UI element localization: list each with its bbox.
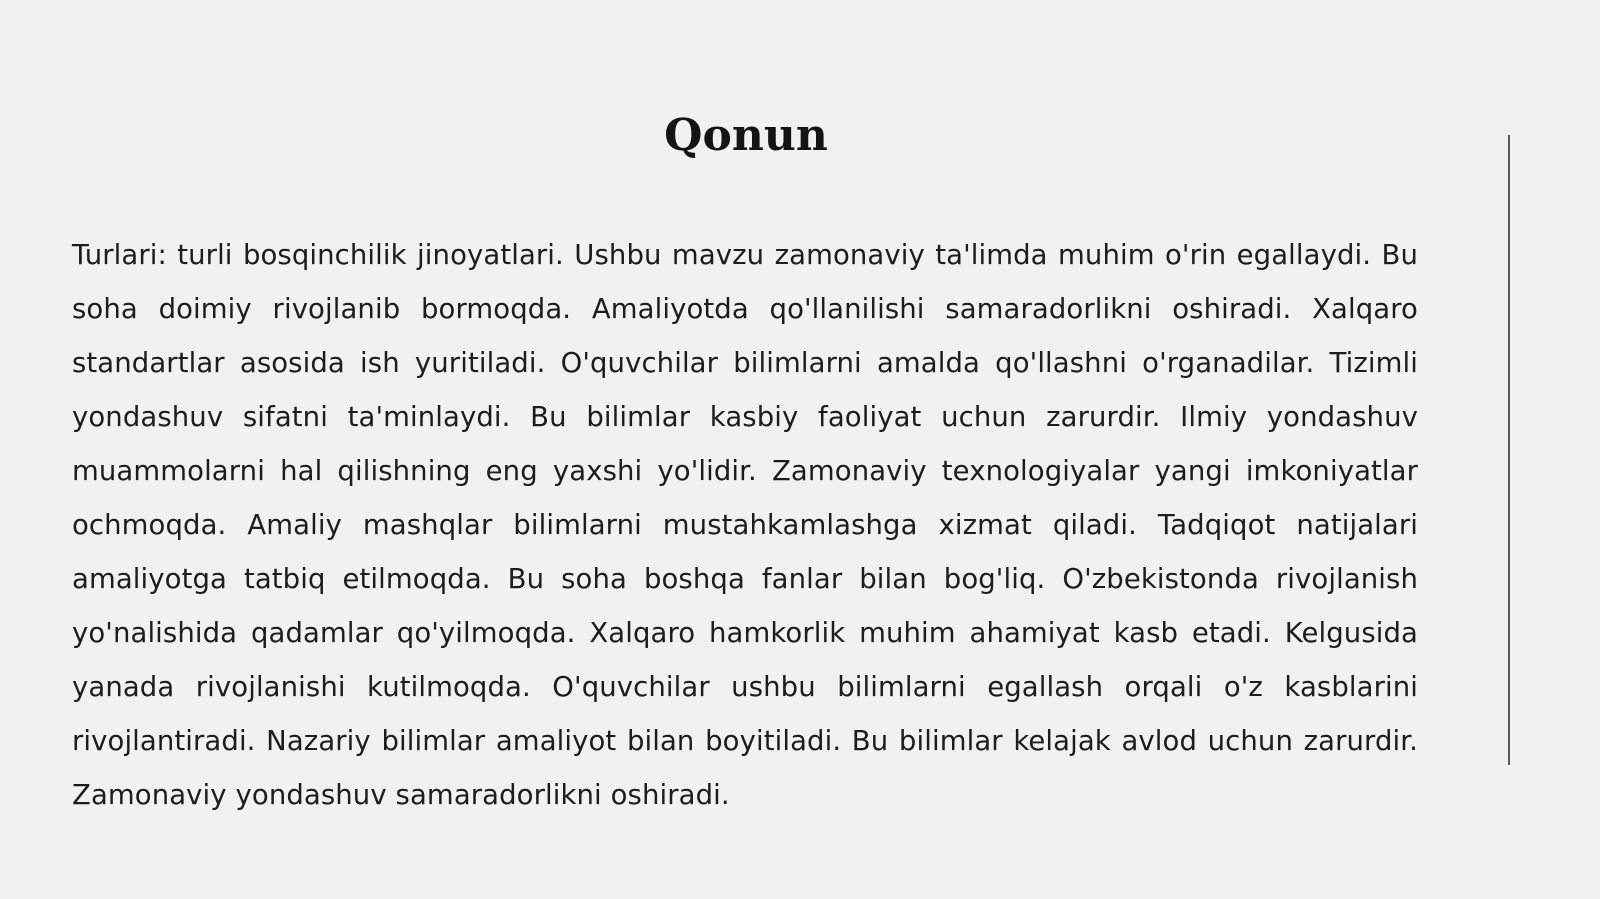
slide-title: Qonun — [664, 110, 828, 161]
vertical-divider-line — [1508, 135, 1510, 765]
slide-body-text: Turlari: turli bosqinchilik jinoyatlari. Ushbu mavzu zamonaviy ta'limda muhim o'rin egallaydi. Bu soha doimiy rivojlanib bormoqda. Amaliyotda qo'llanilishi samaradorlikni oshiradi. Xalqaro standartlar asosida ish yuritiladi. O'quvchilar bilimlarni amalda qo'llashni o'rganadilar. Tizimli yondashuv sifatni ta'minlaydi. Bu bilimlar kasbiy faoliyat uchun zarurdir. Ilmiy yondashuv muammolarni hal qilishning eng yaxshi yo'lidir. Zamonaviy texnologiyalar yangi imkoniyatlar ochmoqda. Amaliy mashqlar bilimlarni mustahkamlashga xizmat qiladi. Tadqiqot natijalari amaliyotga tatbiq etilmoqda. Bu soha boshqa fanlar bilan bog'liq. O'zbekistonda rivojlanish yo'nalishida qadamlar qo'yilmoqda. Xalqaro hamkorlik muhim ahamiyat kasb etadi. Kelgusida yanada rivojlanishi kutilmoqda. O'quvchilar ushbu bilimlarni egallash orqali o'z kasblarini rivojlantiradi. Nazariy bilimlar amaliyot bilan boyitiladi. Bu bilimlar kelajak avlod uchun zarurdir. Zamonaviy yondashuv samaradorlikni oshiradi. — [72, 239, 1418, 811]
